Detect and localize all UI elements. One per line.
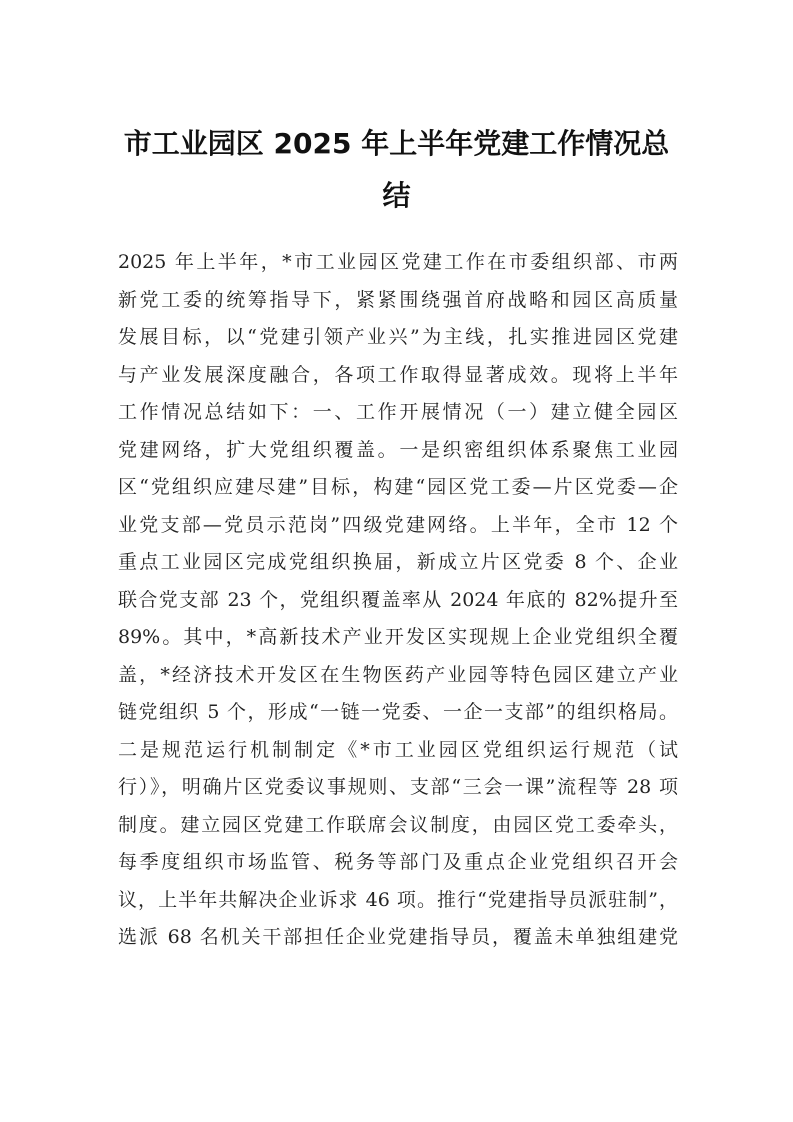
body-line-10: 联合党支部 23 个，党组织覆盖率从 2024 年底的 82%提升至 [118, 588, 678, 611]
body-line-14: 二是规范运行机制制定《*市工业园区党组织运行规范（试 [118, 738, 678, 761]
body-line-11: 89%。其中，*高新技术产业开发区实现规上企业党组织全覆 [118, 626, 678, 648]
body-line-3: 发展目标，以“党建引领产业兴”为主线，扎实推进园区党建 [118, 326, 678, 348]
body-line-17: 每季度组织市场监管、税务等部门及重点企业党组织召开会 [118, 851, 678, 873]
body-line-16: 制度。建立园区党建工作联席会议制度，由园区党工委牵头， [118, 813, 678, 836]
body-line-6: 党建网络，扩大党组织覆盖。一是织密组织体系聚焦工业园 [118, 438, 678, 461]
body-line-5: 工作情况总结如下：一、工作开展情况（一）建立健全园区 [118, 401, 678, 423]
document-title-line-1: 市工业园区 2025 年上半年党建工作情况总 [123, 127, 670, 160]
body-line-8: 业党支部—党员示范岗”四级党建网络。上半年，全市 12 个 [118, 513, 678, 536]
body-line-7: 区“党组织应建尽建”目标，构建“园区党工委—片区党委—企 [118, 476, 678, 498]
document-title-line-2: 结 [382, 179, 411, 212]
body-line-4: 与产业发展深度融合，各项工作取得显著成效。现将上半年 [118, 363, 678, 386]
body-line-9: 重点工业园区完成党组织换届，新成立片区党委 8 个、企业 [118, 551, 678, 573]
body-line-12: 盖，*经济技术开发区在生物医药产业园等特色园区建立产业 [118, 663, 678, 686]
body-line-18: 议，上半年共解决企业诉求 46 项。推行“党建指导员派驻制”， [118, 888, 678, 911]
document-body [118, 244, 678, 957]
body-line-1: 2025 年上半年，*市工业园区党建工作在市委组织部、市两 [118, 251, 678, 273]
body-line-2: 新党工委的统筹指导下，紧紧围绕强首府战略和园区高质量 [118, 288, 678, 311]
body-line-13: 链党组织 5 个，形成“一链一党委、一企一支部”的组织格局。 [118, 701, 678, 723]
body-line-19: 选派 68 名机关干部担任企业党建指导员，覆盖未单独组建党 [118, 926, 678, 948]
body-line-15: 行）》，明确片区党委议事规则、支部“三会一课”流程等 28 项 [118, 776, 678, 798]
